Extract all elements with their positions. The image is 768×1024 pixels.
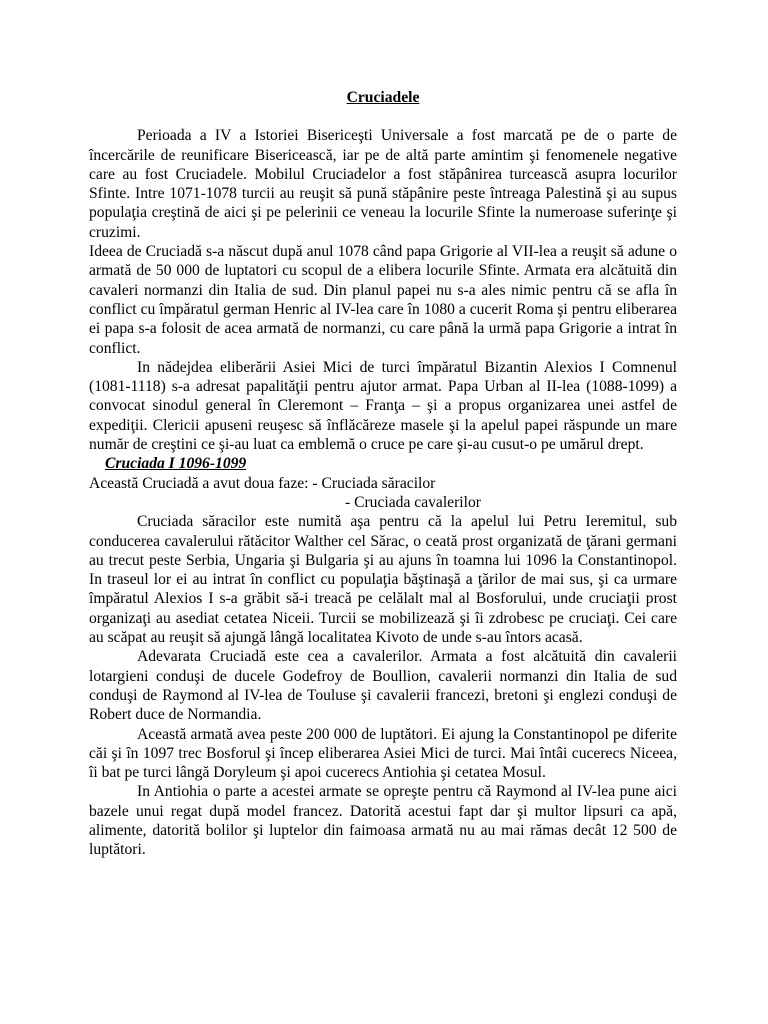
paragraph-body-3: Această armată avea peste 200 000 de luptători. Ei ajung la Constantinopol pe diferite căi şi în 1097 trec Bosforul şi încep eliberarea Asiei Mici de turci. Mai întâi cucerecs Niceea, îi bat pe turci lângă Doryleum şi apoi cucerecs Antiohia şi cetatea Mosul. — [89, 725, 677, 782]
paragraph-intro-2: Ideea de Cruciadă s-a născut după anul 1078 când papa Grigorie al VII-lea a reuşit să adune o armată de 50 000 de luptatori cu scopul de a elibera locurile Sfinte. Armata era alcătuită din cavaleri normanzi din Italia de sud. Din planul papei nu s-a ales nimic pentru că se afla în conflict cu împăratul german Henric al IV-lea care în 1080 a cucerit Roma şi pentru eliberarea ei papa s-a folosit de acea armată de normanzi, cu care până la urmă papa Grigorie a intrat în conflict. — [89, 243, 677, 357]
paragraph-intro-1: Perioada a IV a Istoriei Bisericeşti Universale a fost marcată pe de o parte de încercările de reunificare Bisericească, iar pe de altă parte amintim şi fenomenele negative care au fost Cruciadele. Mobilul Cruciadelor a fost stăpânirea turcească asupra locurilor Sfinte. Intre 1071-1078 turcii au reuşit să pună stăpânire peste întreaga Palestină şi au supus populaţia creştină de aici şi pe pelerinii ce veneau la locurile Sfinte la numeroase suferinţe şi cruzimi. — [89, 127, 677, 241]
phases-intro: Această Cruciadă a avut doua faze: - Cruciada săracilor — [89, 474, 436, 492]
document-page — [89, 88, 677, 860]
paragraph-body-2: Adevarata Cruciadă este cea a cavalerilor. Armata a fost alcătuită din cavalerii lotargieni conduşi de ducele Godefroy de Boullion, cavalerii normanzi din Italia de sud conduşi de Raymond al IV-lea de Touluse şi cavalerii francezi, bretoni şi englezi conduşi de Robert duce de Normandia. — [89, 648, 677, 724]
section-heading: Cruciada I 1096-1099 — [105, 455, 247, 473]
page-title: Cruciadele — [346, 89, 420, 106]
paragraph-body-1: Cruciada săracilor este numită aşa pentru că la apelul lui Petru Ieremitul, sub conducerea cavalerului rătăcitor Walther cel Sărac, o ceată prost organizată de ţărani germani au trecut peste Serbia, Ungaria şi Bulgaria şi au ajuns în toamna lui 1096 la Constantinopol. In traseul lor ei au intrat în conflict cu populaţia băştinaşă a ţărilor de mai sus, şi ca urmare împăratul Alexios I s-a grăbit să-i treacă pe celălalt mal al Bosforului, unde cruciaţii prost organizaţi au asediat cetatea Niceii. Turcii se mobilizează şi îi zdrobesc pe cruciaţi. Cei care au scăpat au reuşit să ajungă lângă localitatea Kivoto de unde s-au întors acasă. — [89, 513, 677, 647]
phase-two: - Cruciada cavalerilor — [345, 493, 481, 511]
paragraph-body-4: In Antiohia o parte a acestei armate se opreşte pentru că Raymond al IV-lea pune aici bazele unui regat după model francez. Datorită acestui fapt dar şi multor lipsuri ca apă, alimente, datorită bolilor şi luptelor din faimoasa armată nu au mai rămas decât 12 500 de luptători. — [89, 783, 677, 859]
paragraph-intro-3: In nădejdea eliberării Asiei Mici de turci împăratul Bizantin Alexios I Comnenul (1081-1118) s-a adresat papalităţii pentru ajutor armat. Papa Urban al II-lea (1088-1099) a convocat sinodul general în Cleremont – Franţa – şi a propus organizarea unei astfel de expediţii. Clericii apuseni reuşesc să înflăcăreze masele şi la apelul papei răspunde un mare număr de creştini ce şi-au luat ca emblemă o cruce pe care şi-au cusut-o pe umărul drept. — [89, 358, 677, 454]
